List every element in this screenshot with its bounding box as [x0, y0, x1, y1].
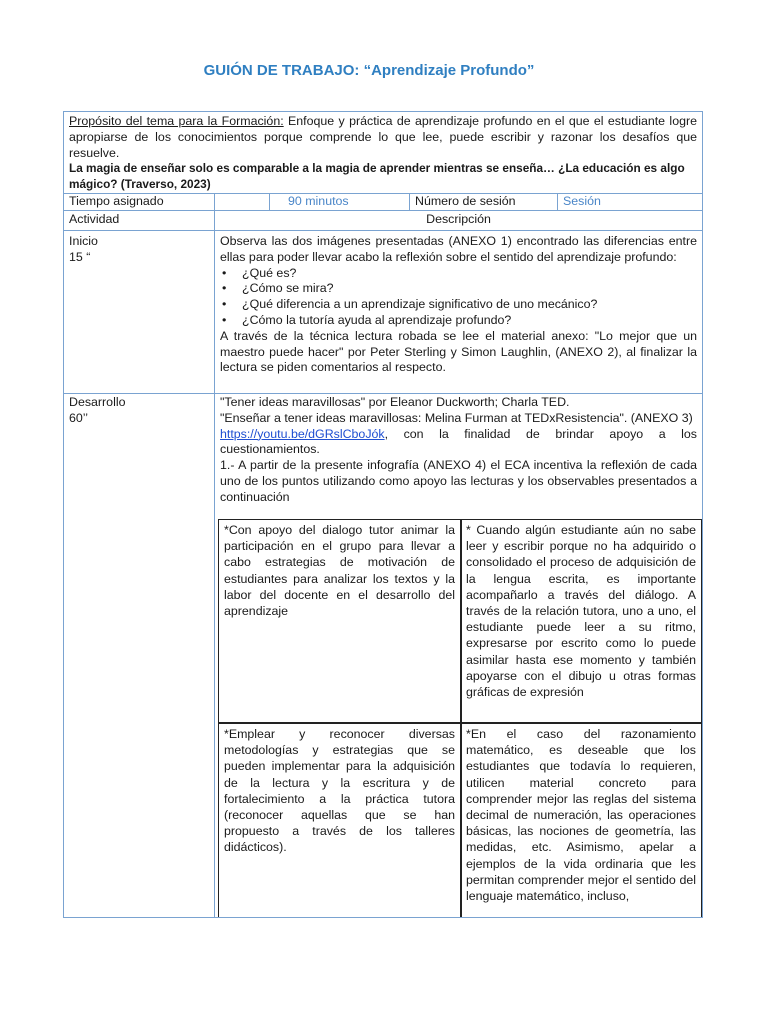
- purpose-text: Enfoque y práctica de aprendizaje profundo en el que el estudiante logre apropiarse de los conocimientos porque comprende lo que lee, puede escribir y razonar los desafíos que resuelve.: [69, 114, 697, 160]
- list-item: • ¿Qué diferencia a un aprendizaje significativo de uno mecánico?: [242, 297, 697, 313]
- inicio-activity-cell: [64, 231, 215, 393]
- inicio-intro: Observa las dos imágenes presentadas (ANEXO 1) encontrado las diferencias entre ellas para poder llevar acabo la reflexión sobre el sentido del aprendizaje profundo:: [220, 234, 697, 264]
- observable-math-reasoning: *En el caso del razonamiento matemático, es deseable que los estudiantes que todavía lo requieren, utilicen material concreto para comprender mejor las reglas del sistema decimal de numeración, las operaciones básicas, las nociones de geometría, las medidas, etc. Asimismo, apelar a ejemplos de la vida ordinaria que les permitan comprender mejor el sentido del lenguaje matemático, incluso,: [466, 727, 696, 904]
- time-value-cell: [270, 194, 410, 210]
- page-title: GUIÓN DE TRABAJO: “Aprendizaje Profundo”: [203, 62, 535, 79]
- purpose-quote: La magia de enseñar solo es comparable a la magia de aprender mientras se enseña… ¿La educación es algo mágico? (Traverso, 2023): [69, 161, 685, 191]
- session-label: Número de sesión: [415, 194, 516, 208]
- inicio-duration: 15 “: [69, 249, 91, 264]
- desarrollo-video-2: "Enseñar a tener ideas maravillosas: Melina Furman at TEDxResistencia". (ANEXO 3): [220, 410, 693, 425]
- inicio-question-list: [220, 266, 697, 329]
- desarrollo-link-paragraph: [220, 427, 697, 459]
- session-value: Sesión: [563, 194, 601, 208]
- session-value-cell: [558, 194, 702, 210]
- activity-header: Actividad: [69, 212, 120, 226]
- observable-dialogue-tutor: *Con apoyo del dialogo tutor animar la participación en el grupo para llevar a cabo estrategias de motivación de estudiantes para analizar los textos y la labor del docente en el desarrollo del aprendizaje: [224, 523, 455, 619]
- activity-header-cell: [64, 211, 215, 230]
- list-item: • ¿Qué es?: [242, 266, 697, 282]
- desarrollo-label: Desarrollo: [69, 395, 126, 409]
- list-item: • ¿Cómo se mira?: [242, 281, 697, 297]
- observable-literacy-accompaniment: * Cuando algún estudiante aún no sabe leer y escribir porque no ha adquirido o consolidado el proceso de adquisición de la lengua escrita, es importante acompañarlo a través del diálogo. A través de la relación tutora, uno a uno, el estudiante puede leer a su ritmo, expresarse por escrito como lo puede asimilar hasta ese momento y también apoyarse con el dibujo u otras formas gráficas de expresión: [466, 523, 696, 700]
- purpose-cell: [64, 112, 702, 193]
- info-row: [64, 194, 702, 211]
- time-label-cell: [64, 194, 215, 210]
- list-item: • ¿Cómo la tutoría ayuda al aprendizaje profundo?: [242, 313, 697, 329]
- youtube-link[interactable]: https://youtu.be/dGRslCboJók: [220, 426, 385, 441]
- observable-methodologies: *Emplear y reconocer diversas metodologías y estrategias que se pueden implementar para la adquisición de la lectura y la escritura y de fortalecimiento a la práctica tutora (reconocer aquellas que se han propuesto a través de los talleres didácticos).: [224, 727, 455, 855]
- time-label: Tiempo asignado: [69, 194, 164, 208]
- desarrollo-duration: 60’’: [69, 410, 89, 425]
- session-label-cell: [410, 194, 558, 210]
- time-value: 90 minutos: [288, 194, 349, 208]
- purpose-label: Propósito del tema para la Formación:: [69, 114, 284, 128]
- observables-grid: [218, 519, 702, 918]
- inicio-label: Inicio: [69, 234, 98, 248]
- inicio-closing: A través de la técnica lectura robada se lee el material anexo: "Lo mejor que un maestro puede hacer" por Peter Sterling y Simon Laughlin, (ANEXO 2), al finalizar la lectura se piden comentarios al respecto.: [220, 328, 697, 375]
- inicio-description-cell: [215, 231, 702, 393]
- link-purpose: , con la finalidad de brindar apoyo a los cuestionamientos.: [220, 426, 697, 457]
- header-row: [64, 211, 702, 231]
- spacer-cell: [215, 194, 270, 210]
- inicio-row: [64, 231, 702, 394]
- purpose-row: [64, 112, 702, 194]
- description-header-cell: [215, 211, 702, 230]
- description-header: Descripción: [426, 212, 491, 226]
- purpose-paragraph: [69, 114, 697, 161]
- desarrollo-video-1: "Tener ideas maravillosas" por Eleanor Duckworth; Charla TED.: [220, 395, 570, 409]
- desarrollo-item-1: 1.- A partir de la presente infografía (ANEXO 4) el ECA incentiva la reflexión de cada uno de los puntos utilizando como apoyo las lecturas y los observables presentados a continuación: [220, 458, 697, 504]
- work-script-table: [63, 111, 703, 918]
- desarrollo-activity-cell: [64, 394, 215, 918]
